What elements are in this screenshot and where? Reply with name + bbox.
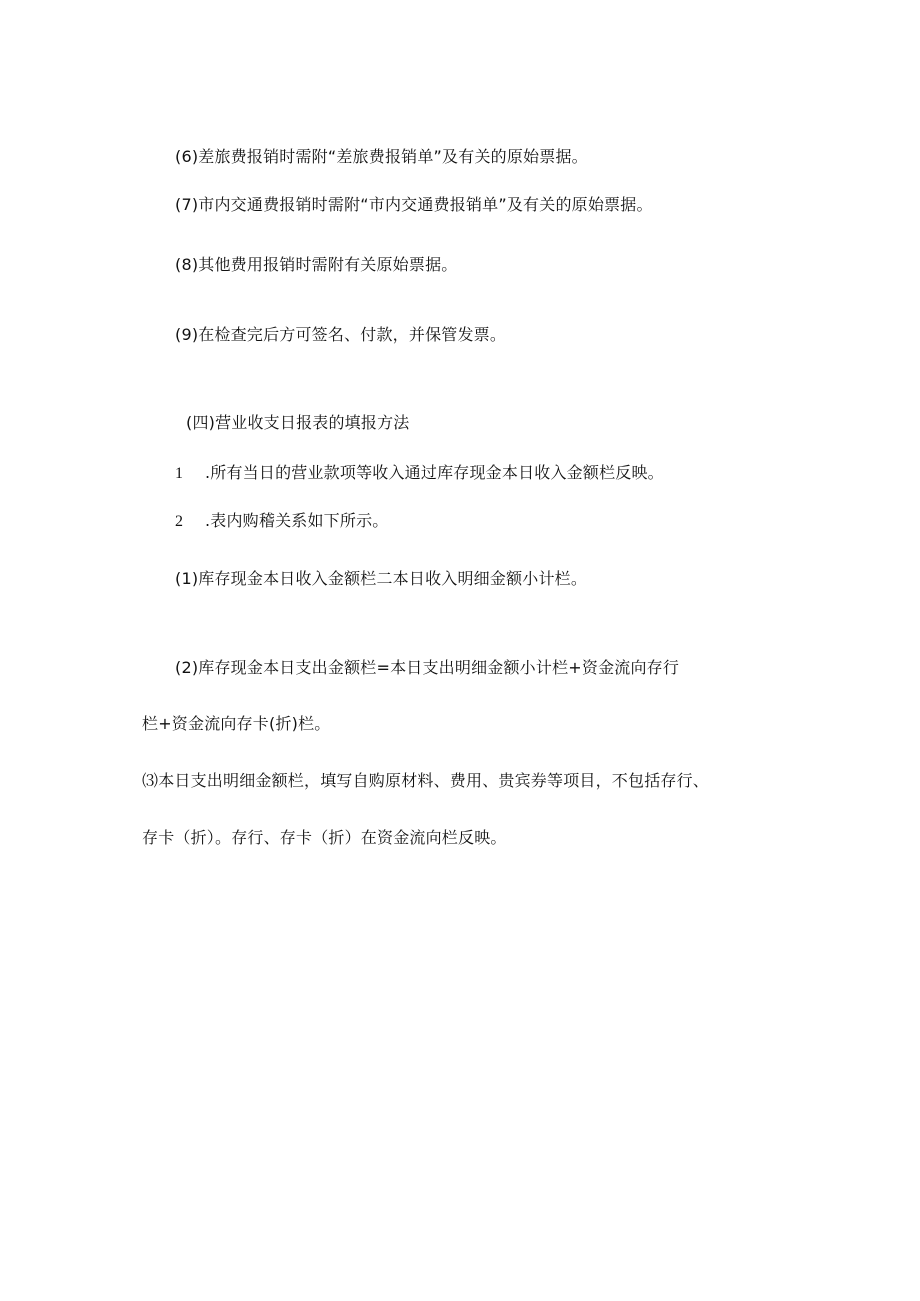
numbered-item-2 xyxy=(175,511,389,532)
text-line-9: (9)在检查完后方可签名、付款，并保管发票。 xyxy=(175,325,507,344)
text-line-sub-2-cont: 栏+资金流向存卡(折)栏。 xyxy=(142,714,331,733)
numbered-item-1 xyxy=(175,463,664,484)
text-line-6: (6)差旅费报销时需附“差旅费报销单”及有关的原始票据。 xyxy=(175,147,588,166)
item-number: 2 xyxy=(175,513,184,530)
text-line-7: (7)市内交通费报销时需附“市内交通费报销单”及有关的原始票据。 xyxy=(175,195,653,214)
item-text: .所有当日的营业款项等收入通过库存现金本日收入金额栏反映。 xyxy=(205,463,664,482)
text-line-sub-3-cont: 存卡（折）。存行、存卡（折）在资金流向栏反映。 xyxy=(142,828,507,847)
text-line-sub-1: (1)库存现金本日收入金额栏二本日收入明细金额小计栏。 xyxy=(175,569,588,588)
item-text: .表内购稽关系如下所示。 xyxy=(205,511,389,530)
item-number: 1 xyxy=(175,465,184,482)
section-heading: (四)营业收支日报表的填报方法 xyxy=(186,413,410,432)
text-line-sub-2: (2)库存现金本日支出金额栏=本日支出明细金额小计栏+资金流向存行 xyxy=(175,658,680,677)
text-line-sub-3: ⑶本日支出明细金额栏，填写自购原材料、费用、贵宾券等项目，不包括存行、 xyxy=(142,771,710,790)
text-line-8: (8)其他费用报销时需附有关原始票据。 xyxy=(175,255,458,274)
